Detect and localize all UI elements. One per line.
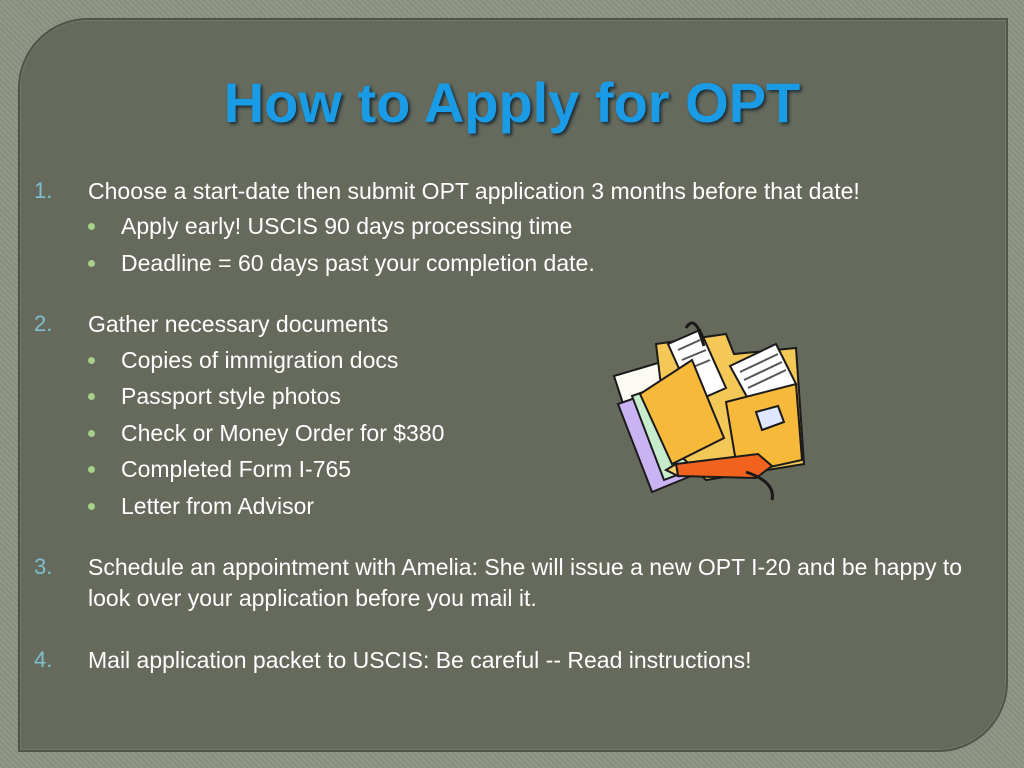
- step-number: 4.: [34, 647, 53, 672]
- bullet-text: Copies of immigration docs: [121, 347, 399, 373]
- bullet-text: Letter from Advisor: [121, 493, 315, 519]
- step-number: 2.: [34, 311, 53, 336]
- bullet-text: Check or Money Order for $380: [121, 420, 445, 446]
- bullet-dot-icon: [88, 260, 95, 267]
- step-text: Gather necessary documents: [88, 311, 389, 337]
- step-number: 1.: [34, 178, 53, 203]
- bullet-dot-icon: [88, 393, 95, 400]
- step-text: Choose a start-date then submit OPT application 3 months before that date!: [88, 178, 860, 204]
- folder-documents-pen-icon: [606, 314, 812, 510]
- slide-title: How to Apply for OPT: [223, 71, 801, 134]
- bullet-text: Apply early! USCIS 90 days processing time: [121, 213, 573, 239]
- bullet-item: [88, 454, 608, 486]
- bullet-item: [88, 211, 608, 243]
- bullet-text: Deadline = 60 days past your completion date.: [121, 250, 595, 276]
- bullet-item: [88, 345, 608, 377]
- bullet-item: [88, 248, 608, 280]
- bullet-dot-icon: [88, 357, 95, 364]
- step-text: Schedule an appointment with Amelia: She will issue a new OPT I-20 and be happy to look over your application before you mail it.: [88, 554, 963, 611]
- bullet-item: [88, 381, 608, 413]
- bullet-dot-icon: [88, 503, 95, 510]
- bullet-text: Passport style photos: [121, 383, 341, 409]
- bullet-item: [88, 418, 608, 450]
- step-text: Mail application packet to USCIS: Be careful -- Read instructions!: [88, 647, 752, 673]
- bullet-dot-icon: [88, 430, 95, 437]
- bullet-item: [88, 491, 608, 523]
- bullet-text: Completed Form I-765: [121, 456, 352, 482]
- bullet-dot-icon: [88, 466, 95, 473]
- step-number: 3.: [34, 554, 53, 579]
- bullet-dot-icon: [88, 223, 95, 230]
